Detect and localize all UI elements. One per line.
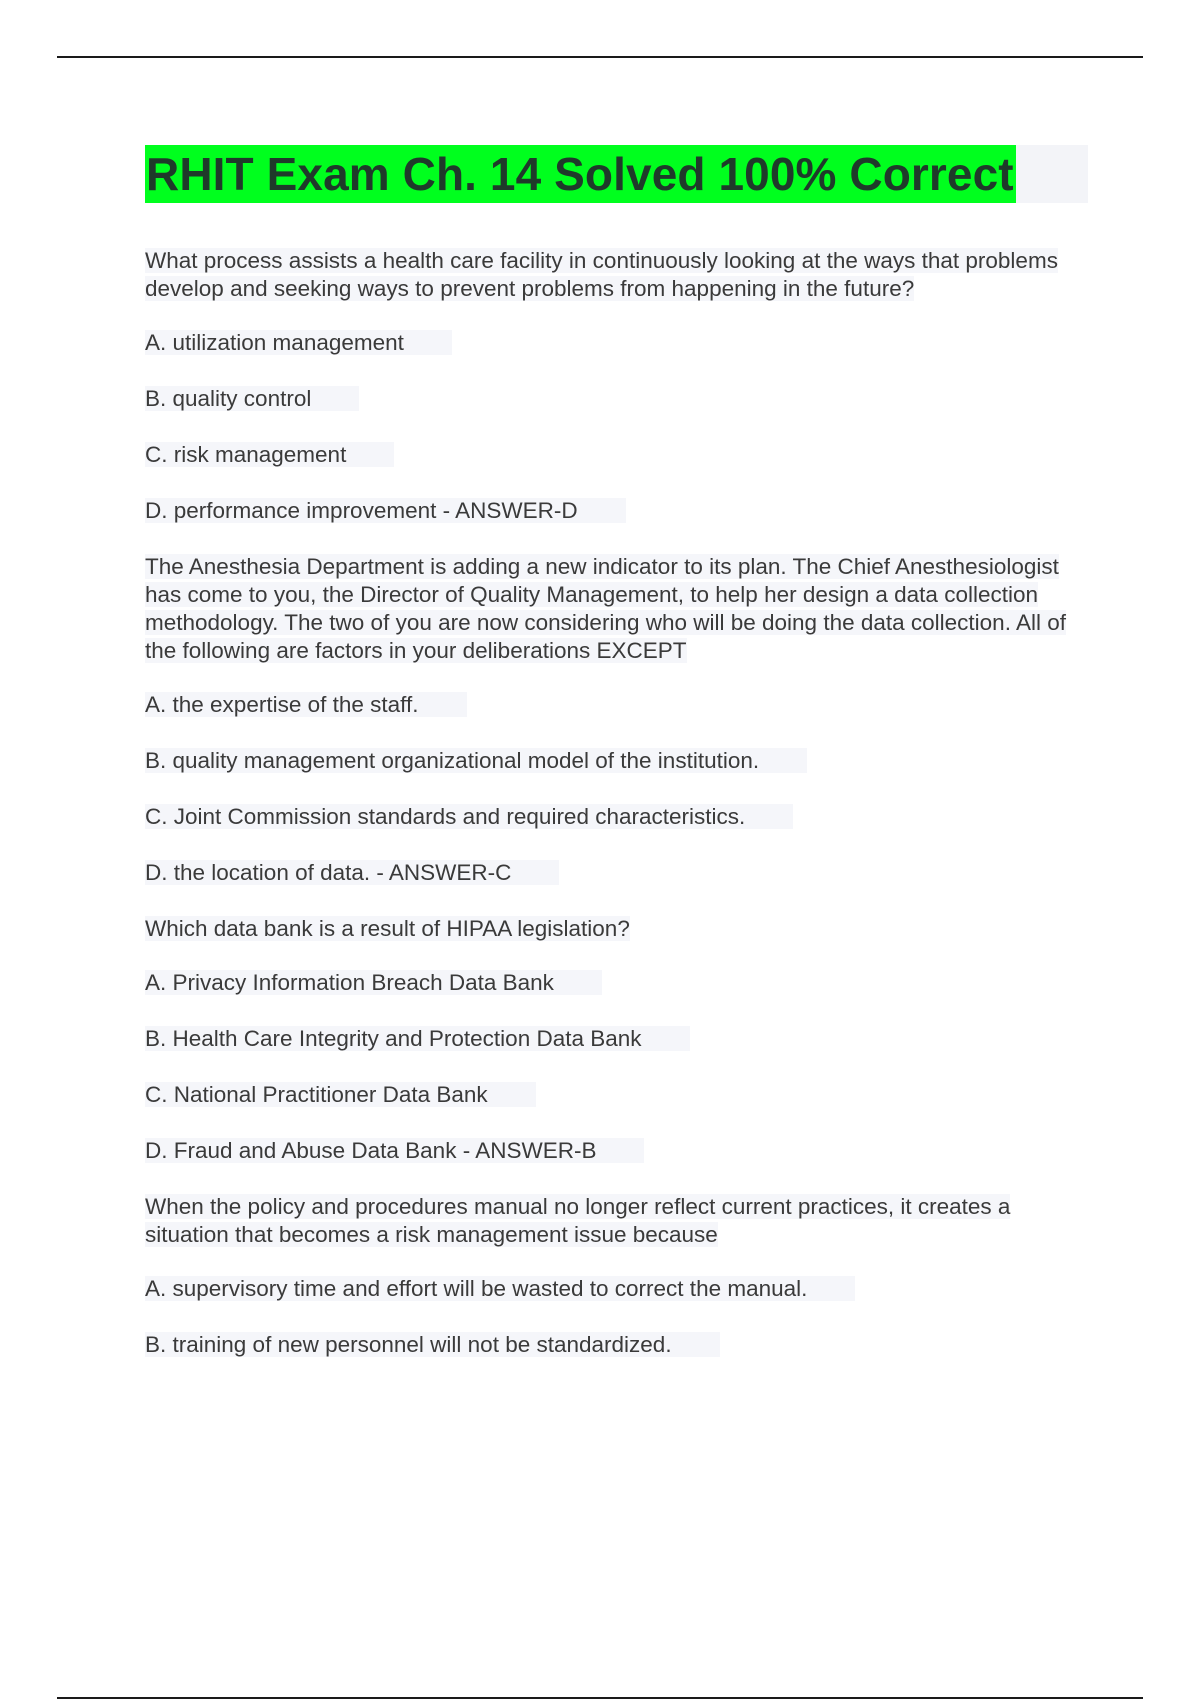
answer-option: B. training of new personnel will not be standardized. bbox=[145, 1331, 1090, 1359]
question-text: When the policy and procedures manual no longer reflect current practices, it creates a situation that becomes a risk management issue because bbox=[145, 1194, 1011, 1247]
answer-option: B. quality management organizational model of the institution. bbox=[145, 747, 1090, 775]
title-banner bbox=[145, 145, 1088, 203]
question-block bbox=[145, 915, 1090, 1165]
answer-option: B. quality control bbox=[145, 385, 1090, 413]
answer-option: C. risk management bbox=[145, 441, 1090, 469]
question-text: Which data bank is a result of HIPAA legislation? bbox=[145, 916, 630, 941]
answer-option: D. the location of data. - ANSWER-C bbox=[145, 859, 1090, 887]
question-block bbox=[145, 247, 1090, 525]
answer-option: A. the expertise of the staff. bbox=[145, 691, 1090, 719]
question-block bbox=[145, 1193, 1090, 1359]
answer-option: C. National Practitioner Data Bank bbox=[145, 1081, 1090, 1109]
document-body bbox=[145, 145, 1090, 1387]
answer-option: A. utilization management bbox=[145, 329, 1090, 357]
answer-option: A. Privacy Information Breach Data Bank bbox=[145, 969, 1090, 997]
question-text: The Anesthesia Department is adding a new indicator to its plan. The Chief Anesthesiologist has come to you, the Director of Quality Management, to help her design a data collection methodology. The two of you are now considering who will be doing the data collection. All of the following are factors in your deliberations EXCEPT bbox=[145, 554, 1066, 663]
document-title: RHIT Exam Ch. 14 Solved 100% Correct bbox=[145, 145, 1016, 203]
top-divider bbox=[57, 56, 1143, 58]
answer-option: C. Joint Commission standards and required characteristics. bbox=[145, 803, 1090, 831]
answer-option: D. performance improvement - ANSWER-D bbox=[145, 497, 1090, 525]
bottom-divider bbox=[57, 1697, 1143, 1699]
question-text: What process assists a health care facility in continuously looking at the ways that problems develop and seeking ways to prevent problems from happening in the future? bbox=[145, 248, 1058, 301]
answer-option: D. Fraud and Abuse Data Bank - ANSWER-B bbox=[145, 1137, 1090, 1165]
question-block bbox=[145, 553, 1090, 887]
answer-option: A. supervisory time and effort will be wasted to correct the manual. bbox=[145, 1275, 1090, 1303]
answer-option: B. Health Care Integrity and Protection Data Bank bbox=[145, 1025, 1090, 1053]
